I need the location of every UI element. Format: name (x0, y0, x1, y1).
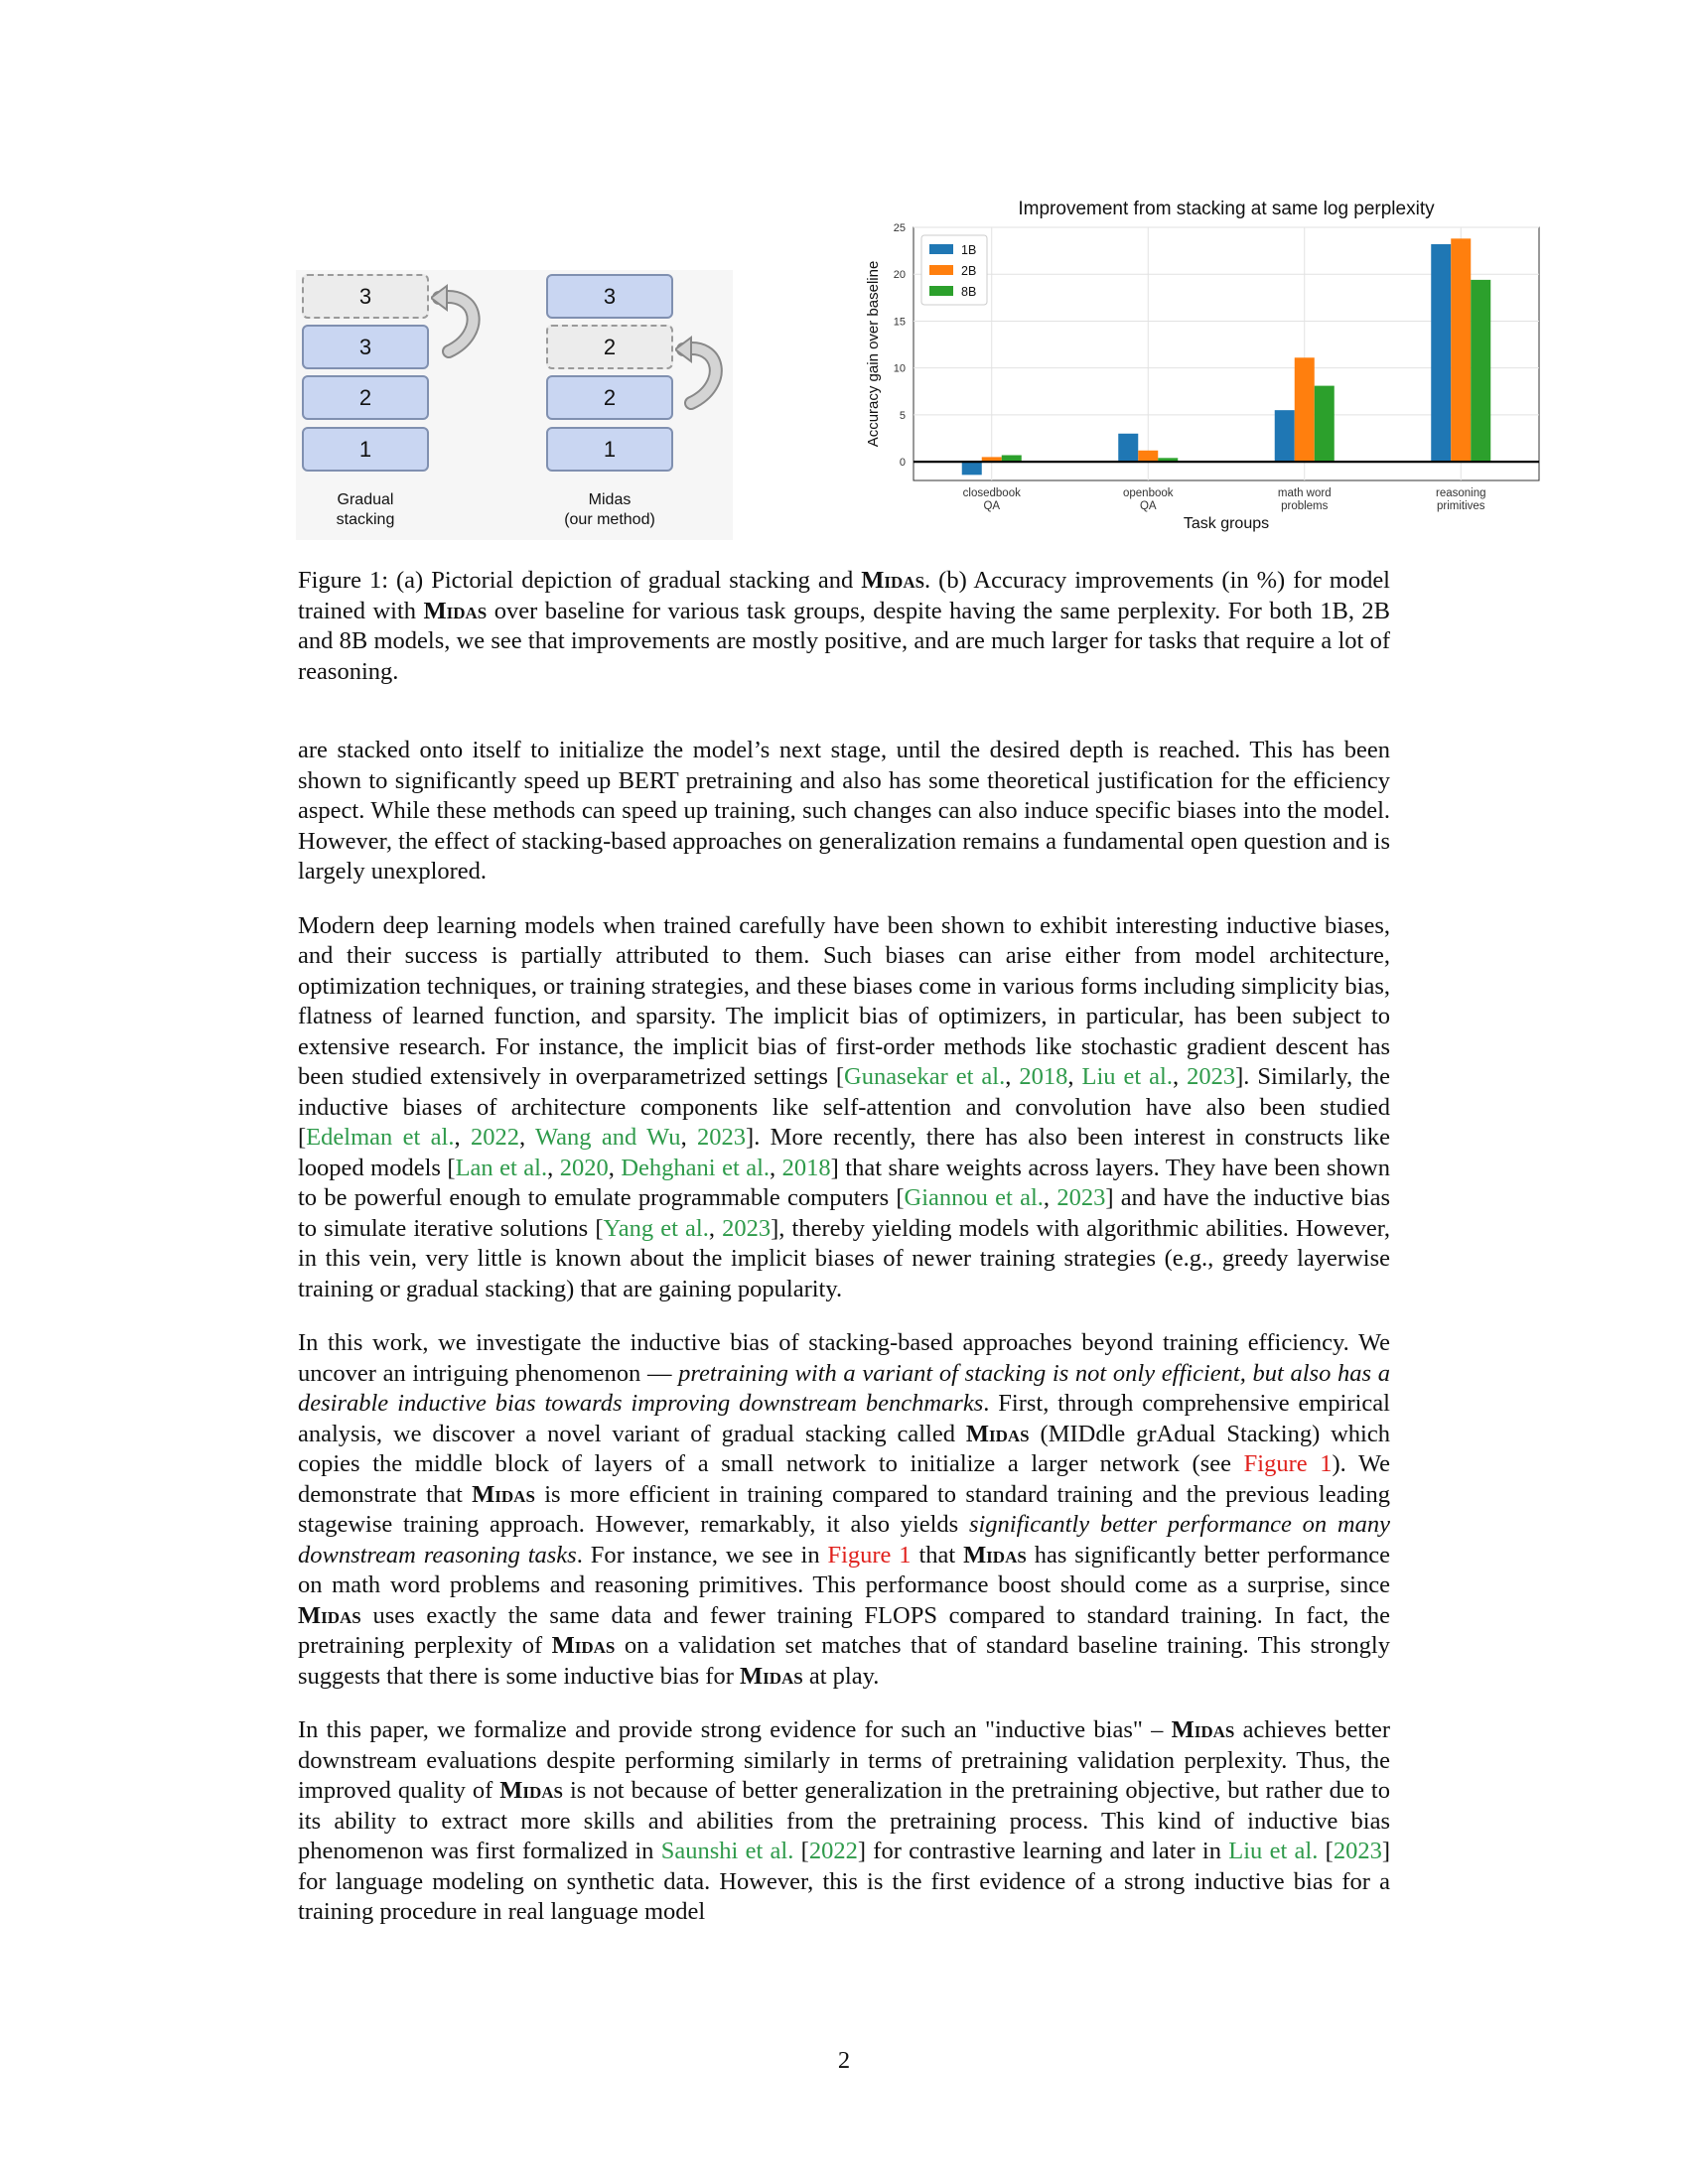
text-run: achieves better downstream evaluations despite performing similarly in terms of pretraining validation perplexity. Thus, the improved quality of (298, 1716, 1390, 1804)
y-axis-label: Accuracy gain over baseline (865, 260, 882, 448)
citation-link[interactable]: Yang et al. (603, 1214, 709, 1242)
legend-label: 8B (961, 285, 977, 299)
bar-8B (1471, 280, 1490, 462)
bar-2B (1451, 238, 1471, 462)
caption-text: over baseline for various task groups, despite having the same perplexity. For both 1B, 2B and 8B models, we see that improvements are mostly positive, and are much larger for tasks that require a lot of reasoning. (298, 597, 1391, 685)
midas-name: Midas (740, 1662, 803, 1690)
text-run: at play. (802, 1662, 880, 1690)
x-tick-label: problems (1281, 500, 1329, 512)
text-run: that (911, 1541, 964, 1569)
text-run: In this work, we investigate the inductive bias of stacking-based approaches beyond training efficiency. We uncover an intriguing phenomenon — (298, 1329, 1390, 1387)
midas-name: Midas (861, 567, 925, 594)
y-tick-label: 15 (893, 316, 906, 329)
x-tick-label: math word (1277, 487, 1332, 499)
text-run: is more efficient in training compared to standard training and the previous leading stagewise training approach. However, remarkably, it also yields (298, 1480, 1391, 1538)
midas-name: Midas (963, 1541, 1027, 1569)
figure-ref-link[interactable]: Figure 1 (1243, 1450, 1333, 1477)
gradual-label-line2: stacking (336, 511, 395, 528)
text-run: In this paper, we formalize and provide strong evidence for such an "inductive bias" – (298, 1716, 1172, 1743)
caption-text: Figure 1: (a) Pictorial depiction of gradual stacking and (298, 567, 862, 594)
chart-svg (822, 195, 1607, 546)
legend-swatch (929, 244, 953, 254)
midas-block: 1 (546, 427, 673, 472)
bar-2B (1138, 451, 1158, 462)
text-run: is not because of better generalization in the pretraining objective, but rather due to its ability to extract more skills and abilities from the pretraining process. This kind of inductive bias phenomenon was first formalized in (298, 1777, 1390, 1864)
citation-link[interactable]: 2020 (559, 1154, 609, 1181)
midas-label-line1: Midas (588, 491, 632, 508)
x-tick-label: primitives (1436, 500, 1485, 512)
text-run: ] and have the inductive bias to simulate iterative solutions [ (298, 1184, 1390, 1242)
midas-label-line2: (our method) (564, 511, 655, 528)
text-run: ], thereby yielding models with algorithmic abilities. However, in this vein, very little is known about the implicit biases of newer training strategies (e.g., greedy layerwise training or gradual stacking) that are gaining popularity. (298, 1214, 1390, 1302)
caption-text: . (b) Accuracy improvements (in %) for model trained with (298, 567, 1390, 624)
citation-link[interactable]: Giannou et al. (904, 1184, 1044, 1211)
midas-name: Midas (499, 1777, 564, 1804)
text-run: uses exactly the same data and fewer training FLOPS compared to standard training. In fact, the pretraining perplexity of (298, 1601, 1390, 1659)
citation-link[interactable]: 2023 (697, 1124, 747, 1151)
x-axis-label: Task groups (1183, 515, 1270, 532)
body-text (298, 736, 1390, 1952)
paragraph-2: Modern deep learning models when trained carefully have been shown to exhibit interesting inductive biases, and their success is partially attributed to them. Such biases can arise either from model architecture, optimization techniques, or training strategies, and these biases come in various forms including simplicity bias, flatness of learned function, and sparsity. The implicit bias of optimizers, in particular, has been subject to extensive research. For instance, the implicit bias of first-order methods like stochastic gradient descent has been studied extensively in overparametrized settings [Gunasekar et al., 2018, Liu et al., 2023]. Similarly, the inductive biases of architecture components like self-attention and convolution have also been studied [Edelman et al., 2022, Wang and Wu, 2023]. More recently, there has also been interest in constructs like looped models [Lan et al., 2020, Dehghani et al., 2018] that share weights across layers. They have been shown to be powerful enough to emulate programmable computers [Giannou et al., 2023] and have the inductive bias to simulate iterative solutions [Yang et al., 2023], thereby yielding models with algorithmic abilities. However, in this vein, very little is known about the implicit biases of newer training strategies (e.g., greedy layerwise training or gradual stacking) that are gaining popularity. (298, 911, 1391, 1302)
citation-link[interactable]: 2022 (808, 1838, 858, 1864)
gradual-label-line1: Gradual (337, 491, 394, 508)
stacking-diagram (296, 270, 733, 540)
figure-ref-link[interactable]: Figure 1 (827, 1541, 912, 1569)
text-run: for language modeling on synthetic data. However, this is the first evidence of a strong inductive bias for a training procedure in real language model (298, 1867, 1390, 1925)
citation-link[interactable]: Edelman et al. (306, 1124, 455, 1151)
figure-caption (298, 566, 1390, 687)
citation-author: Liu et al. (1081, 1063, 1173, 1090)
figure-1 (296, 195, 1486, 546)
citation-link[interactable]: Lan et al. (455, 1154, 548, 1181)
bar-1B (1431, 244, 1451, 462)
text-run: ]. More recently, there has also been interest in constructs like looped models [ (298, 1124, 1390, 1181)
improvement-bar-chart (822, 195, 1607, 546)
gradual-label (286, 490, 445, 530)
text-run: on a validation set matches that of standard baseline training. This strongly suggests that there is some inductive bias for (298, 1632, 1390, 1690)
midas-name: Midas (551, 1632, 616, 1659)
text-run: . For instance, we see in (576, 1541, 828, 1569)
paragraph-3 (298, 1328, 1390, 1692)
y-tick-label: 5 (899, 409, 906, 422)
gradual-block: 1 (302, 427, 429, 472)
text-run: ). We demonstrate that (298, 1450, 1390, 1508)
bar-2B (1295, 357, 1315, 462)
citation-link[interactable]: 2023 (1333, 1838, 1382, 1864)
italic-text: pretraining with a variant of stacking is not only efficient, but also has a desirable inductive bias towards improving downstream benchmarks (298, 1359, 1390, 1417)
copy-arrow-icon (431, 276, 491, 367)
midas-name: Midas (1171, 1716, 1235, 1743)
legend-swatch (929, 286, 953, 296)
x-tick-label: reasoning (1435, 487, 1486, 499)
paragraph-1: are stacked onto itself to initialize the model’s next stage, until the desired depth is reached. This has been shown to significantly speed up BERT pretraining and also has some theoretical justification for the efficiency aspect. While these methods can speed up training, such changes can also induce specific biases into the model. However, the effect of stacking-based approaches on generalization remains a fundamental open question and is largely unexplored. (298, 737, 1390, 885)
citation-link[interactable] (1082, 1063, 1174, 1090)
citation-link[interactable]: Dehghani et al. (621, 1154, 771, 1181)
text-run: (MIDdle grAdual Stacking) which copies the middle block of layers of a small network to initialize a larger network (see (298, 1420, 1390, 1477)
midas-block: 2 (546, 375, 673, 420)
legend-swatch (929, 265, 953, 275)
text-run: . First, through comprehensive empirical analysis, we discover a novel variant of gradual stacking called (298, 1390, 1390, 1447)
page-number: 2 (837, 2047, 851, 2074)
text-run: Modern deep learning models when trained carefully have been shown to exhibit interesting inductive biases, and their success is partially attributed to them. Such biases can arise either from model architecture, optimization techniques, or training strategies, and these biases come in various forms including simplicity bias, flatness of learned function, and sparsity. The implicit bias of optimizers, in particular, has been subject to extensive research. For instance, the implicit bias of first-order methods like stochastic gradient descent has been studied extensively in overparametrized settings [ (298, 911, 1390, 1090)
citation-author: Gunasekar et al. (844, 1063, 1006, 1090)
bar-1B (1275, 410, 1295, 462)
legend-label: 2B (961, 264, 977, 278)
legend-label: 1B (961, 243, 977, 257)
citation-link[interactable]: 2022 (470, 1124, 519, 1151)
chart-title: Improvement from stacking at same log perplexity (1018, 199, 1435, 219)
y-tick-label: 25 (893, 222, 906, 234)
x-tick-label: closedbook (962, 487, 1021, 499)
citation-link[interactable]: Saunshi et al. (660, 1838, 794, 1864)
midas-name: Midas (965, 1420, 1030, 1447)
midas-block-new: 2 (546, 325, 673, 369)
citation-link[interactable]: 2018 (781, 1154, 831, 1181)
gradual-block: 2 (302, 375, 429, 420)
text-run: has significantly better performance on math word problems and reasoning primitives. This performance boost should come as a surprise, since (298, 1541, 1391, 1598)
midas-name: Midas (472, 1480, 535, 1508)
text-run: ]. Similarly, the inductive biases of architecture components like self-attention and convolution have also been studied [ (298, 1063, 1391, 1151)
gradual-block: 3 (302, 325, 429, 369)
citation-link[interactable] (844, 1063, 1005, 1090)
text-run: ] that share weights across layers. They have been shown to be powerful enough to emulate programmable computers [ (298, 1154, 1391, 1211)
midas-label (530, 490, 689, 530)
bar-1B (1118, 434, 1138, 462)
midas-block: 3 (546, 274, 673, 319)
y-tick-label: 0 (899, 457, 906, 470)
y-tick-label: 10 (893, 362, 906, 375)
citation-link[interactable]: 2023 (722, 1214, 772, 1242)
copy-arrow-icon (675, 328, 733, 419)
gradual-block-new: 3 (302, 274, 429, 319)
citation-link[interactable]: Wang and Wu (534, 1124, 681, 1151)
x-tick-label: QA (983, 500, 1001, 512)
paragraph-4: In this paper, we formalize and provide strong evidence for such an "inductive bias" – Midas achieves better downstream evaluations despite performing similarly in terms of pretraining validation perplexity. Thus, the improved quality of Midas is not because of better generalization in the pretraining objective, but rather due to its ability to extract more skills and abilities from the pretraining process. This kind of inductive bias phenomenon was first formalized in Saunshi et al. [2022] for contrastive learning and later in Liu et al. [2023] for language modeling on synthetic data. However, this is the first evidence of a strong inductive bias for a training procedure in real language model (298, 1716, 1390, 1925)
midas-name: Midas (298, 1601, 361, 1629)
citation-link[interactable]: Liu et al. (1228, 1838, 1319, 1864)
x-tick-label: QA (1139, 500, 1157, 512)
citation-link[interactable]: 2023 (1056, 1184, 1106, 1211)
y-tick-label: 20 (893, 269, 906, 282)
bar-1B (962, 462, 982, 475)
text-run: for contrastive learning and later in (866, 1838, 1229, 1864)
italic-text: significantly better performance on many downstream reasoning tasks (298, 1511, 1390, 1569)
citation-link[interactable]: 2018 (1019, 1063, 1068, 1090)
x-tick-label: openbook (1122, 487, 1174, 499)
bar-8B (1315, 386, 1335, 463)
citation-link[interactable]: 2023 (1187, 1063, 1236, 1090)
midas-name: Midas (423, 597, 488, 624)
